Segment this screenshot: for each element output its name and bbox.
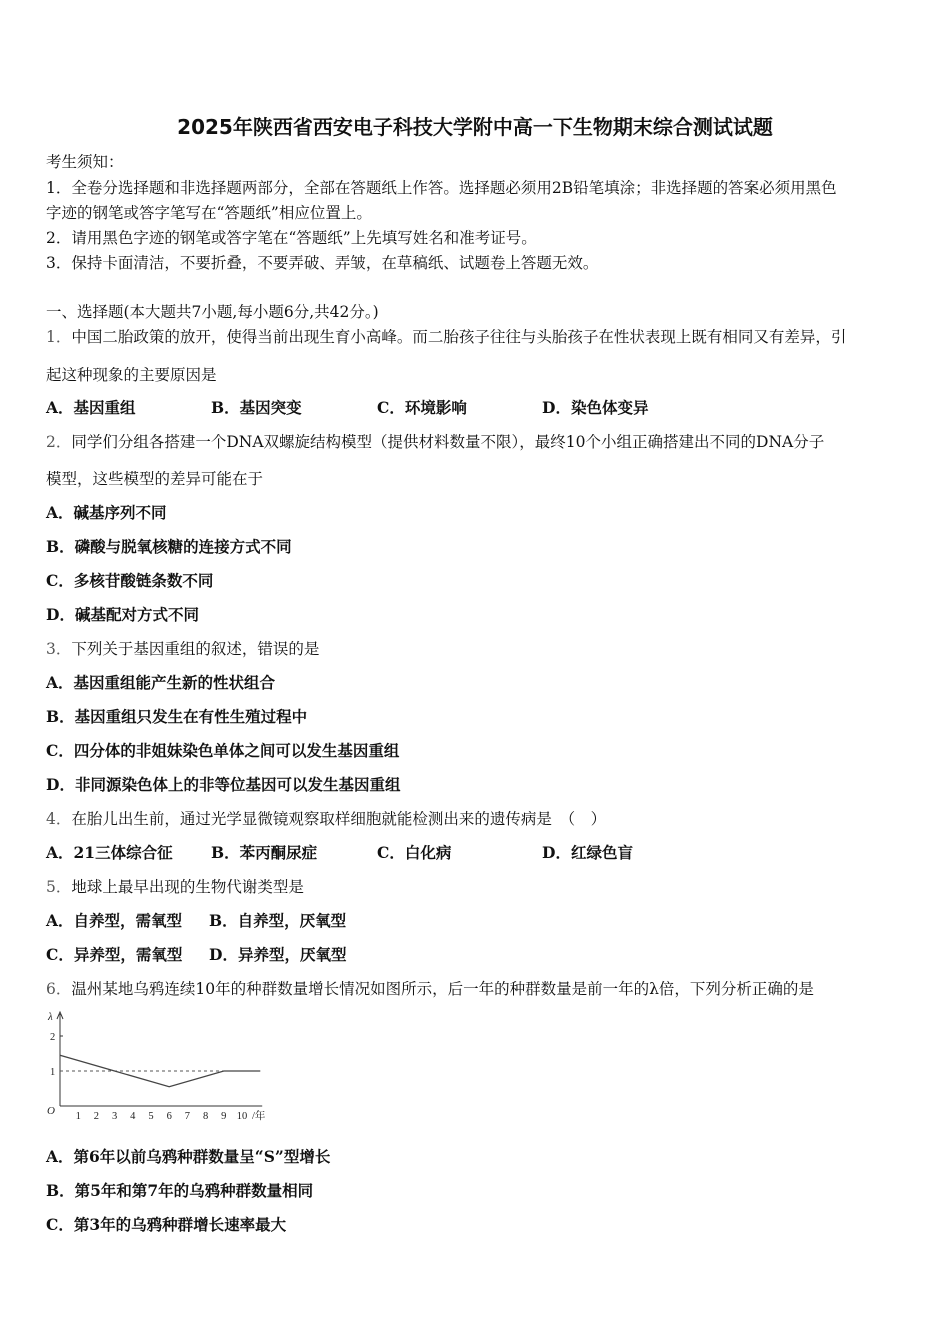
option-c[interactable]: C．四分体的非姐妹染色单体之间可以发生基因重组 [46, 741, 400, 760]
option-d[interactable]: D．染色体变异 [542, 398, 649, 417]
y-axis-label: λ [48, 1011, 53, 1023]
question-2 [46, 432, 824, 452]
question-text-cont: 模型，这些模型的差异可能在于 [46, 470, 264, 488]
question-1 [46, 327, 846, 347]
option-b[interactable]: B．基因重组只发生在有性生殖过程中 [46, 707, 308, 726]
question-number: 3． [46, 640, 72, 658]
x-tick-label: 9 [221, 1111, 227, 1122]
option-c[interactable]: C．第3年的乌鸦种群增长速率最大 [46, 1215, 287, 1234]
option-a[interactable]: A．基因重组 [46, 398, 136, 417]
x-tick-label: 6 [166, 1111, 172, 1122]
option-b[interactable]: B．苯丙酮尿症 [211, 843, 318, 862]
page-title: 2025年陕西省西安电子科技大学附中高一下生物期末综合测试试题 [177, 115, 773, 139]
question-number: 2． [46, 433, 72, 451]
question-text: 下列关于基因重组的叙述，错误的是 [71, 640, 320, 658]
x-tick-label: 5 [148, 1111, 154, 1122]
y-tick-label: 1 [50, 1067, 56, 1078]
question-text: 温州某地乌鸦连续10年的种群数量增长情况如图所示，后一年的种群数量是前一年的λ倍，下列分析正确的是 [71, 980, 814, 998]
chart-axes [47, 1011, 262, 1117]
option-d[interactable]: D．红绿色盲 [542, 843, 633, 862]
option-a[interactable]: A．第6年以前乌鸦种群数量呈“S”型增长 [46, 1147, 331, 1166]
x-tick-label: 3 [111, 1111, 118, 1122]
notice-heading: 考生须知： [46, 153, 124, 171]
section-heading: 一、选择题(本大题共7小题,每小题6分,共42分。) [46, 303, 379, 321]
chart-series [60, 1055, 260, 1087]
option-a[interactable]: A．自养型，需氧型 [46, 911, 183, 930]
question-3 [46, 639, 319, 659]
question-number: 1． [46, 328, 72, 346]
option-d[interactable]: D．非同源染色体上的非等位基因可以发生基因重组 [46, 775, 401, 794]
option-a[interactable]: A．碱基序列不同 [46, 503, 167, 522]
option-d[interactable]: D．碱基配对方式不同 [46, 605, 199, 624]
y-tick-label: 2 [50, 1032, 56, 1043]
x-tick-label: 10 [236, 1111, 248, 1122]
question-5 [46, 877, 304, 897]
x-tick-label: 7 [184, 1111, 191, 1122]
x-tick-label: 8 [202, 1111, 209, 1122]
question-number: 5． [46, 878, 72, 896]
notice-item: 3．保持卡面清洁，不要折叠，不要弄破、弄皱，在草稿纸、试题卷上答题无效。 [46, 254, 599, 272]
x-axis-label: /年 [252, 1111, 266, 1122]
question-text: 中国二胎政策的放开，使得当前出现生育小高峰。而二胎孩子往往与头胎孩子在性状表现上既有相同又有差异，引 [71, 328, 847, 346]
x-tick-label: 4 [130, 1111, 136, 1122]
option-b[interactable]: B．第5年和第7年的乌鸦种群数量相同 [46, 1181, 314, 1200]
notice-item: 1．全卷分选择题和非选择题两部分，全部在答题纸上作答。选择题必须用2B铅笔填涂；非选择题的答案必须用黑色 [46, 179, 837, 197]
option-c[interactable]: C．多核苷酸链条数不同 [46, 571, 214, 590]
x-tick-label: 2 [93, 1111, 100, 1122]
chart-ticks [50, 1032, 266, 1122]
notice-item: 2．请用黑色字迹的钢笔或答字笔在“答题纸”上先填写姓名和准考证号。 [46, 229, 537, 247]
question-number: 6． [46, 980, 72, 998]
question-4 [46, 809, 606, 829]
question-text: 在胎儿出生前，通过光学显微镜观察取样细胞就能检测出来的遗传病是 （ ） [71, 810, 607, 828]
option-c[interactable]: C．异养型，需氧型 [46, 945, 183, 964]
lambda-chart [40, 1008, 280, 1123]
option-c[interactable]: C．白化病 [377, 843, 452, 862]
question-text-cont: 起这种现象的主要原因是 [46, 366, 217, 384]
question-number: 4． [46, 810, 72, 828]
notice-item: 字迹的钢笔或答字笔写在“答题纸”相应位置上。 [46, 204, 372, 222]
option-a[interactable]: A．基因重组能产生新的性状组合 [46, 673, 276, 692]
option-b[interactable]: B．磷酸与脱氧核糖的连接方式不同 [46, 537, 292, 556]
option-a[interactable]: A．21三体综合征 [46, 843, 173, 862]
question-text: 同学们分组各搭建一个DNA双螺旋结构模型（提供材料数量不限），最终10个小组正确搭建出不同的DNA分子 [71, 433, 825, 451]
origin-label: O [47, 1105, 55, 1117]
question-6 [46, 979, 814, 999]
x-tick-label: 1 [75, 1111, 81, 1122]
option-d[interactable]: D．异养型，厌氧型 [209, 945, 347, 964]
question-text: 地球上最早出现的生物代谢类型是 [71, 878, 304, 896]
option-b[interactable]: B．自养型，厌氧型 [209, 911, 347, 930]
option-b[interactable]: B．基因突变 [211, 398, 302, 417]
option-c[interactable]: C．环境影响 [377, 398, 467, 417]
